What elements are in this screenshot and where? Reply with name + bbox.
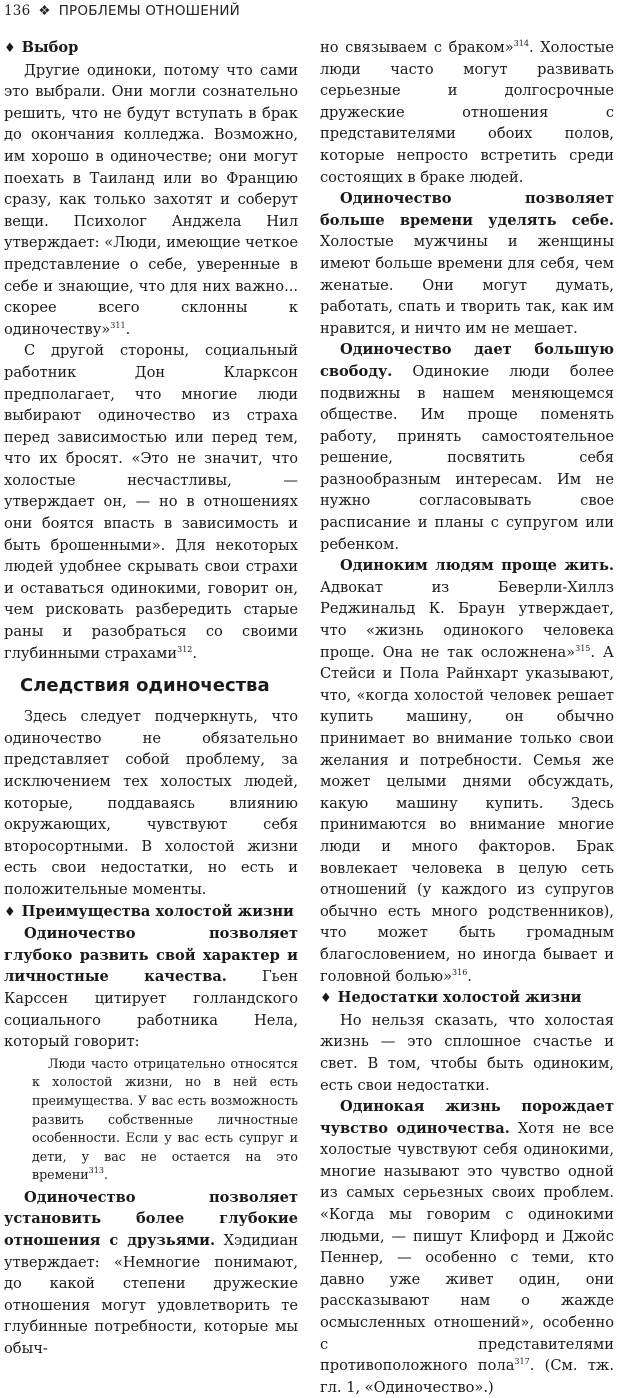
subsection-title: Выбор xyxy=(21,39,79,56)
running-header xyxy=(4,1,616,21)
footnote-ref: 316 xyxy=(452,967,468,977)
separator-ornament: ❖ xyxy=(38,3,51,19)
left-column xyxy=(4,37,298,1360)
block-quote: Люди часто отрицательно относятся к холостой жизни, но в ней есть преимущества. У вас есть возможность развить собственные личностные особенности. Если у вас есть супруг и дети, у вас не остается на это времени$^{313}$. xyxy=(32,1055,298,1183)
subsection-drawbacks xyxy=(320,987,614,1010)
paragraph: С другой стороны, социальный работник Дон Кларксон предполагает, что многие люди выбирают одиночество из страха перед зависимостью или перед тем, что их бросят. «Это не значит, что холостые несчастливы, — утверждает он, — но в отношениях они боятся впасть в зависимость и быть брошенными». Для некоторых людей удобнее скрывать свои страхи и оставаться одинокими, говорит он, чем рисковать разбередить старые раны и разобраться со своими глубинными страхами$^{312}$. xyxy=(4,342,298,662)
paragraph: Одинокая жизнь порождает чувство одиночества. Хотя не все холостые чувствуют себя одинокими, многие называют это чувство одной из самых серьезных своих проблем. «Когда мы говорим с одинокими людьми, — пишут Клифорд и Джойс Пеннер, — особенно с теми, кто давно уже живет один, они рассказывают нам о жажде осмысленных отношений», особенно с представителями противоположного пола$^{317}$. (См. тж. гл. 1, «Одиночество».) xyxy=(320,1098,614,1396)
section-heading: Следствия одиночества xyxy=(20,675,270,697)
subsection-title: Преимущества холостой жизни xyxy=(21,902,294,920)
paragraph: Здесь следует подчеркнуть, что одиночество не обязательно представляет собой проблему, за исключением тех холостых людей, которые, поддаваясь влиянию окружающих, чувствуют себя второсортными. В холостой жизни есть свои недостатки, но есть и положительные моменты. xyxy=(4,708,298,898)
paragraph: Одиночество позволяет больше времени уделять себе. Холостые мужчины и женщины имеют больше времени для себя, чем женатые. Они могут думать, работать, спать и творить так, как им нравится, и ничто им не мешает. xyxy=(320,190,614,337)
page-number: 136 xyxy=(4,3,31,19)
footnote-ref: 313 xyxy=(88,1166,104,1176)
diamond-bullet-icon: ♦ xyxy=(320,991,332,1007)
subsection-choice xyxy=(4,37,298,60)
subsection-title: Недостатки холостой жизни xyxy=(337,989,582,1007)
subsection-advantages xyxy=(4,901,298,924)
running-title: ПРОБЛЕМЫ ОТНОШЕНИЙ xyxy=(58,3,240,19)
paragraph: Другие одиноки, потому что сами это выбрали. Они могли сознательно решить, что не будут вступать в брак до окончания колледжа. Возможно, им хорошо в одиночестве; они могут поехать в Таиланд или во Францию сразу, как только захотят и соберут вещи. Психолог Анджела Нил утверждает: «Люди, имеющие четкое представление о себе, уверенные в себе и знающие, что для них важно... скорее всего склонны к одиночеству»$^{311}$. xyxy=(4,61,298,338)
footnote-ref: 315 xyxy=(575,643,591,653)
paragraph: Но нельзя сказать, что холостая жизнь — это сплошное счастье и свет. В том, чтобы быть одиноким, есть свои недостатки. xyxy=(320,1011,614,1094)
paragraph: Одиночество дает большую свободу. Одинокие люди более подвижны в нашем меняющемся обществе. Им проще поменять работу, принять самостоятельное решение, посвятить себя разнообразным интересам. Им не нужно согласовывать свое расписание и планы с супругом или ребенком. xyxy=(320,341,614,553)
diamond-bullet-icon: ♦ xyxy=(4,904,16,920)
paragraph: Одиночество позволяет установить более глубокие отношения с друзьями. Хэдидиан утверждает: «Немногие понимают, до какой степени дружеские отношения могут удовлетворить те глубинные потребности, которые мы обыч- xyxy=(4,1188,298,1358)
paragraph: Одиночество позволяет глубоко развить свой характер и личностные качества. Гьен Карссен цитирует голландского социального работника Нела, который говорит: xyxy=(4,925,298,1051)
footnote-ref: 314 xyxy=(513,39,529,48)
paragraph: но связываем с браком»$^{314}$. Холостые люди часто могут развивать серьезные и долгосрочные дружеские отношения с представителями обоих полов, которые непросто встретить среди состоящих в браке людей. xyxy=(320,39,614,186)
footnote-ref: 312 xyxy=(177,644,193,654)
footnote-ref: 317 xyxy=(514,1357,530,1367)
right-column xyxy=(320,37,614,1398)
footnote-ref: 311 xyxy=(110,320,126,330)
diamond-bullet-icon: ♦ xyxy=(4,41,16,56)
paragraph: Одиноким людям проще жить. Адвокат из Беверли-Хиллз Реджинальд К. Браун утверждает, что «жизнь одинокого человека проще. Она не так осложнена»$^{315}$. А Стейси и Пола Райнхарт указывают, что, «когда холостой человек решает купить машину, он обычно принимает во внимание только свои желания и потребности. Семья же может целыми днями обсуждать, какую машину купить. Здесь принимаются во внимание многие люди и много факторов. Брак вовлекает человека в целую сеть отношений (у каждого из супругов обычно есть много родственников), что может быть громадным благословением, но иногда бывает и головной болью»$^{316}$. xyxy=(320,557,614,985)
